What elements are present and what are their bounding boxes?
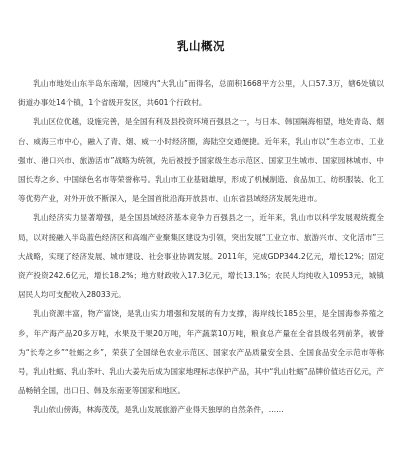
- paragraph-location: 乳山区位优越，设施完善，是全国有利及县投资环境百强县之一，与日本、韩国隔海相望，地处青岛、烟台、威海三市中心，融入了青、烟、威一小时经济圈，海陆空交通便捷。近年来，乳山市以“生态立市、工业强市、港口兴市、旅游活市”战略为统领，先后被授予国家级生态示范区、国家卫生城市、国家园林城市、中国长寿之乡、中国绿色名市等荣誉称号。乳山市工业基础雄厚，形成了机械制造、食品加工、纺织服装、化工等优势产业，对外开放不断深入，是全国首批沿海开放县市、山东省县域经济发展先进市。: [18, 117, 384, 204]
- paragraph-economy: 乳山经济实力显著增强，是全国县域经济基本竞争力百强县之一，近年来，乳山市以科学发展观统揽全局，以对接融入半岛蓝色经济区和高端产业聚集区建设为引领，突出发展“工业立市、旅游兴市、文化活市”三大战略，实现了经济发展、城市建设、社会事业协调发展。2011年，完成GDP344.2亿元，增长12%；固定资产投资242.6亿元，增长18.2%；地方财政收入17.3亿元，增长13.1%；农民人均纯收入10953元，城镇居民人均可支配收入28033元。: [18, 213, 384, 300]
- paragraph-overview: 乳山市地处山东半岛东南端，因境内“大乳山”而得名，总面积1668平方公里，人口57.3万，辖6处镇以街道办事处14个镇，1个省级开发区，共601个行政村。: [18, 79, 384, 108]
- document-title: 乳山概况: [177, 39, 225, 53]
- paragraph-resources: 乳山资源丰富，物产富饶，是乳山实力增强和发展的有力支撑，海岸线长185公里，是全国海参养殖之乡，年产海产品20多万吨，水果及干果20万吨，年产蔬菜10万吨，粮食总产量在全省县级名列前茅，被誉为“长寿之乡”“牡蛎之乡”，荣获了全国绿色农业示范区、国家农产品质量安全县、全国食品安全示范市等称号，乳山牡蛎、乳山茶叶、乳山大姜先后成为国家地理标志保护产品，其中“乳山牡蛎”品牌价值达百亿元，产品畅销全国，出口日、韩及东南亚等国家和地区。: [18, 309, 384, 396]
- paragraph-tourism: 乳山依山傍海，林海茂茂，是乳山发展旅游产业得天独厚的自然条件，……: [33, 405, 284, 415]
